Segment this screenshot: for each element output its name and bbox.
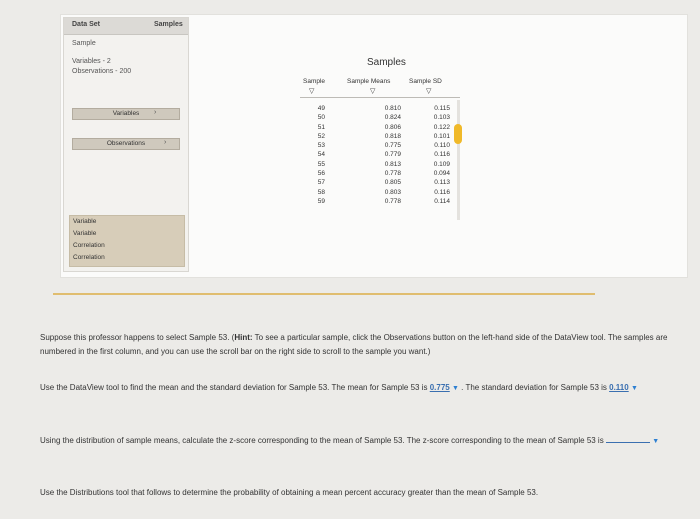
sample-mean-cell: 0.779 (384, 151, 401, 159)
chevron-right-icon: › (154, 109, 157, 116)
sample-mean-cell: 0.778 (384, 170, 401, 178)
section-divider (53, 293, 595, 295)
sample-mean-cell: 0.810 (384, 105, 401, 112)
sample-number-column (303, 104, 325, 206)
observations-button-label: Observations (106, 140, 146, 147)
chevron-right-icon: › (164, 139, 167, 146)
sample-number-cell: 49 (317, 105, 325, 112)
variable-row[interactable]: Variable (73, 218, 97, 225)
correlation-row[interactable]: Correlation (73, 254, 105, 261)
samples-title: Samples (367, 57, 406, 68)
sample-mean-cell: 0.824 (384, 114, 401, 122)
sample-number-cell: 55 (317, 160, 325, 168)
question-intro (40, 331, 690, 359)
sample-number-cell: 54 (317, 151, 325, 159)
sample-number-cell: 51 (317, 123, 325, 131)
sample-mean-cell: 0.813 (384, 160, 401, 168)
header-sample-means[interactable]: Sample Means (347, 78, 391, 85)
sample-sd-cell: 0.122 (433, 123, 450, 131)
question-z-score (40, 433, 690, 449)
correlation-row[interactable]: Correlation (73, 242, 105, 249)
sample-mean-cell: 0.778 (384, 197, 401, 205)
sample-sd-cell: 0.103 (433, 114, 450, 122)
sd-dropdown[interactable]: 0.110 (609, 383, 629, 392)
sample-mean-cell: 0.775 (384, 142, 401, 150)
sample-sd-column (420, 104, 450, 206)
distributions-question-text: Use the Distributions tool that follows to determine the probability of obtaining a mean percent accuracy greater than the mean of Sample 53. (40, 488, 539, 497)
header-sample[interactable]: Sample (303, 78, 326, 85)
chevron-down-icon[interactable]: ▼ (452, 385, 459, 392)
scrollbar-thumb[interactable] (454, 124, 462, 144)
sample-sd-cell: 0.110 (434, 142, 450, 150)
sort-icon[interactable]: ▽ (309, 88, 315, 95)
sort-icon[interactable]: ▽ (426, 88, 432, 95)
sample-number-cell: 52 (317, 132, 325, 140)
sample-means-column (371, 104, 401, 206)
sample-sd-cell: 0.114 (434, 197, 450, 205)
sample-mean-cell: 0.806 (384, 123, 401, 131)
sample-sd-cell: 0.113 (434, 179, 450, 187)
intro-text-cont: To see a particular sample, click the Observations button on the left-hand side of the DataView tool. The samples are numbered in the first column, and you can use the scroll bar on the right side to scroll to the sample you want.) (40, 333, 668, 356)
variable-correlation-block (69, 215, 185, 267)
header-divider (300, 97, 460, 98)
sample-number-cell: 59 (317, 197, 325, 205)
sample-sd-cell: 0.094 (433, 170, 450, 178)
sample-sd-cell: 0.101 (433, 132, 450, 140)
mean-dropdown[interactable]: 0.775 (429, 383, 450, 392)
variables-button[interactable] (72, 108, 180, 120)
tab-samples[interactable]: Samples (154, 21, 183, 28)
sample-sd-cell: 0.109 (433, 160, 450, 168)
sample-sd-cell: 0.115 (434, 105, 450, 112)
sample-mean-cell: 0.818 (384, 132, 401, 140)
z-score-question-text: Using the distribution of sample means, calculate the z-score corresponding to the mean of Sample 53. The z-score corresponding to the mean of Sample 53 is (40, 436, 604, 445)
sample-label: Sample (72, 40, 96, 47)
variable-row[interactable]: Variable (73, 230, 97, 237)
chevron-down-icon[interactable]: ▼ (630, 385, 638, 392)
question-mean-sd (40, 381, 690, 396)
sample-number-cell: 50 (317, 114, 325, 122)
sample-number-cell: 53 (317, 142, 325, 150)
scrollbar-track[interactable] (457, 100, 460, 220)
sample-number-cell: 57 (317, 179, 325, 187)
observations-count: Observations - 200 (72, 68, 132, 75)
sample-sd-cell: 0.116 (434, 188, 450, 196)
sd-question-text: . The standard deviation for Sample 53 is (461, 383, 607, 392)
sort-icon[interactable]: ▽ (370, 88, 376, 95)
question-distributions (40, 486, 690, 500)
chevron-down-icon[interactable]: ▼ (652, 438, 660, 445)
mean-question-text: Use the DataView tool to find the mean and the standard deviation for Sample 53. The mean for Sample 53 is (40, 383, 428, 392)
variables-button-label: Variables (112, 110, 140, 117)
sample-mean-cell: 0.803 (384, 188, 401, 196)
tab-bar (64, 18, 188, 35)
tab-data-set[interactable]: Data Set (72, 21, 101, 28)
left-panel (63, 17, 189, 272)
header-sample-sd[interactable]: Sample SD (409, 78, 442, 85)
sample-mean-cell: 0.805 (384, 179, 401, 187)
intro-text: Suppose this professor happens to select Sample 53. ( (40, 333, 235, 342)
sample-number-cell: 58 (317, 188, 325, 196)
sample-sd-cell: 0.116 (434, 151, 450, 159)
hint-label: Hint: (234, 333, 253, 342)
variables-count: Variables - 2 (72, 58, 111, 65)
z-score-dropdown[interactable] (606, 433, 650, 443)
sample-number-cell: 56 (317, 170, 325, 178)
